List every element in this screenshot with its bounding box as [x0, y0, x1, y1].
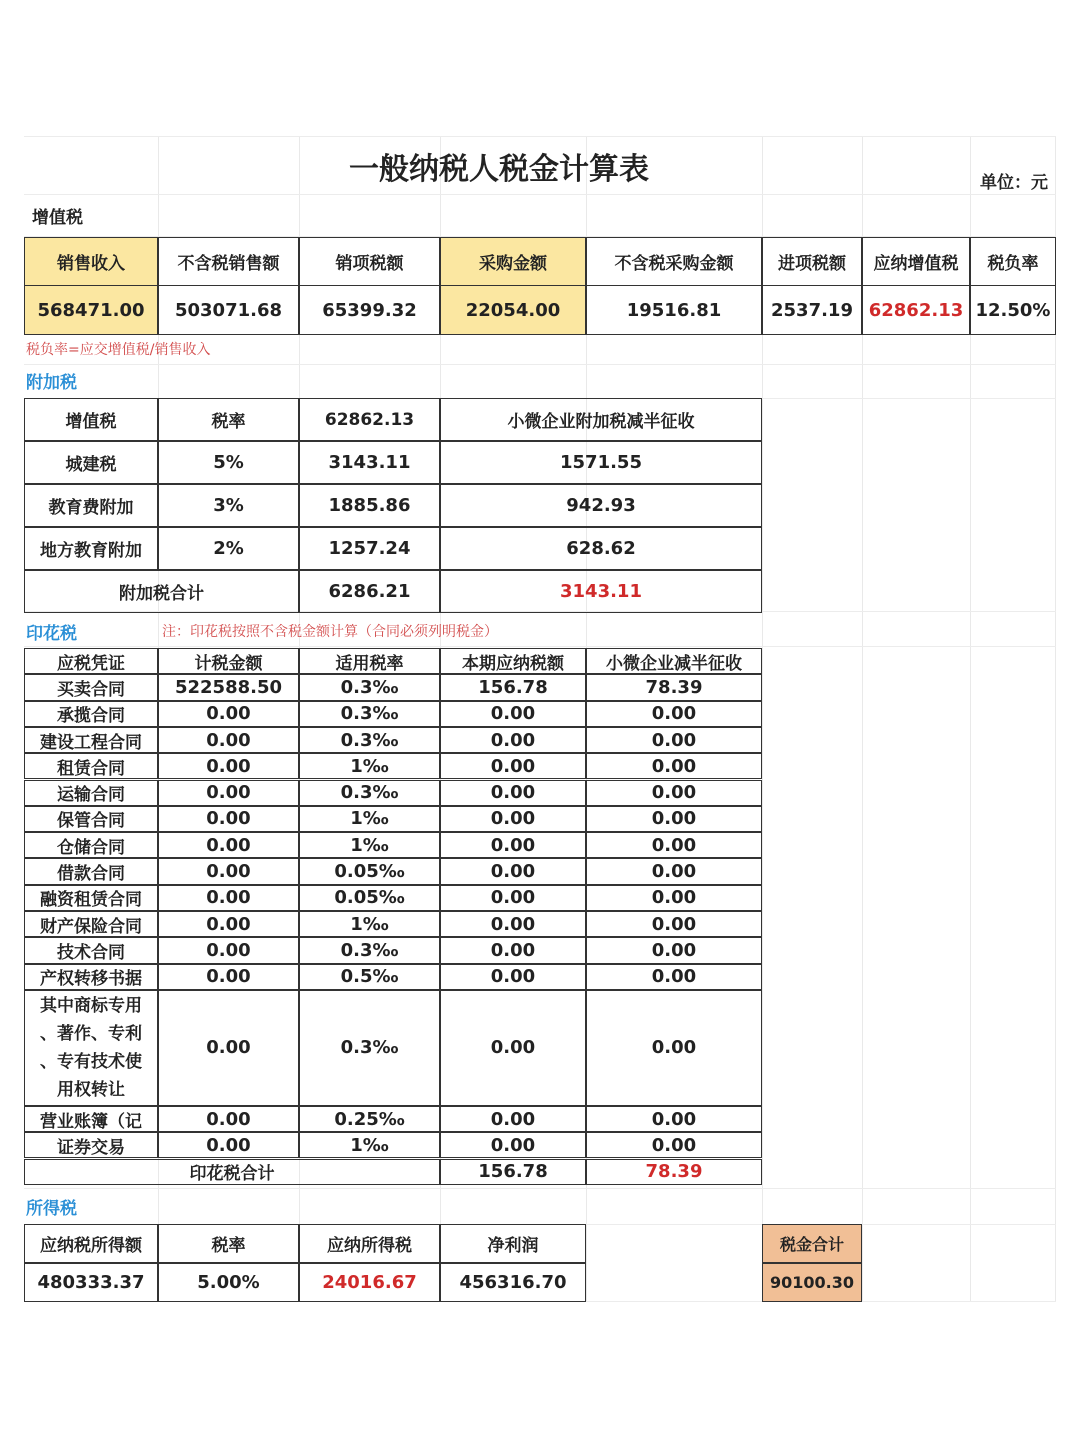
stamp-section-label: 印花税	[26, 624, 77, 644]
surtax-cell: 1885.86	[299, 484, 440, 527]
stamp-cell: 0.00	[158, 806, 299, 832]
surtax-cell: 1571.55	[440, 441, 762, 484]
stamp-cell: 0.00	[586, 911, 762, 937]
stamp-cell: 0.00	[440, 1132, 586, 1158]
vat-header-cell: 不含税销售额	[158, 237, 299, 286]
stamp-header-cell: 小微企业减半征收	[586, 648, 762, 674]
vat-header-cell: 销售收入	[24, 237, 158, 286]
stamp-header-cell: 计税金额	[158, 648, 299, 674]
vat-value-cell: 22054.00	[440, 285, 586, 335]
stamp-cell: 522588.50	[158, 674, 299, 700]
stamp-cell: 0.00	[440, 858, 586, 884]
surtax-cell: 教育费附加	[24, 484, 158, 527]
stamp-cell: 0.3‰	[299, 727, 440, 753]
stamp-total-half: 78.39	[586, 1159, 762, 1185]
stamp-cell: 运输合同	[24, 780, 158, 806]
vat-value-cell: 62862.13	[862, 285, 970, 335]
surtax-header-cell: 62862.13	[299, 398, 440, 441]
stamp-cell: 0.00	[586, 727, 762, 753]
vat-section-label: 增值税	[32, 207, 83, 228]
stamp-cell: 0.00	[440, 911, 586, 937]
income-section-label: 所得税	[26, 1199, 77, 1219]
stamp-cell: 1‰	[299, 806, 440, 832]
stamp-cell: 0.00	[158, 753, 299, 779]
stamp-total-label: 印花税合计	[24, 1159, 440, 1185]
stamp-cell: 0.00	[586, 753, 762, 779]
stamp-cell: 0.00	[158, 1106, 299, 1132]
stamp-cell: 0.00	[440, 885, 586, 911]
stamp-special-due: 0.00	[440, 990, 586, 1106]
surtax-cell: 942.93	[440, 484, 762, 527]
surtax-cell: 628.62	[440, 527, 762, 570]
stamp-cell: 1‰	[299, 832, 440, 858]
vat-header-cell: 应纳增值税	[862, 237, 970, 286]
surtax-section-label: 附加税	[26, 373, 77, 393]
stamp-cell: 0.00	[440, 832, 586, 858]
stamp-cell: 产权转移书据	[24, 964, 158, 990]
stamp-cell: 0.00	[586, 858, 762, 884]
stamp-cell: 1‰	[299, 1132, 440, 1158]
income-value-cell: 24016.67	[299, 1263, 440, 1302]
stamp-cell: 0.00	[440, 727, 586, 753]
stamp-cell: 0.00	[586, 885, 762, 911]
income-value-cell: 456316.70	[440, 1263, 586, 1302]
vat-value-cell: 19516.81	[586, 285, 762, 335]
vat-header-cell: 税负率	[970, 237, 1056, 286]
surtax-cell: 城建税	[24, 441, 158, 484]
vat-header-cell: 进项税额	[762, 237, 862, 286]
vat-header-cell: 采购金额	[440, 237, 586, 286]
stamp-cell: 建设工程合同	[24, 727, 158, 753]
stamp-cell: 保管合同	[24, 806, 158, 832]
stamp-header-cell: 适用税率	[299, 648, 440, 674]
stamp-cell: 0.00	[440, 701, 586, 727]
stamp-cell: 78.39	[586, 674, 762, 700]
stamp-cell: 0.00	[586, 832, 762, 858]
stamp-cell: 0.25‰	[299, 1106, 440, 1132]
vat-value-cell: 568471.00	[24, 285, 158, 335]
stamp-cell: 0.00	[158, 858, 299, 884]
stamp-cell: 0.00	[440, 1106, 586, 1132]
stamp-cell: 0.00	[158, 911, 299, 937]
income-value-cell: 480333.37	[24, 1263, 158, 1302]
stamp-cell: 0.00	[158, 964, 299, 990]
surtax-total-value: 6286.21	[299, 570, 440, 613]
stamp-cell: 0.00	[586, 806, 762, 832]
stamp-cell: 0.00	[440, 964, 586, 990]
stamp-cell: 0.00	[158, 780, 299, 806]
stamp-cell: 0.05‰	[299, 858, 440, 884]
stamp-cell: 0.00	[586, 1106, 762, 1132]
stamp-cell: 0.00	[440, 806, 586, 832]
stamp-cell: 技术合同	[24, 937, 158, 963]
stamp-cell: 0.3‰	[299, 937, 440, 963]
stamp-cell: 0.00	[440, 753, 586, 779]
surtax-header-cell: 税率	[158, 398, 299, 441]
income-header-cell: 应纳所得税	[299, 1224, 440, 1263]
stamp-special-rate: 0.3‰	[299, 990, 440, 1106]
income-header-cell: 净利润	[440, 1224, 586, 1263]
income-value-cell: 5.00%	[158, 1263, 299, 1302]
stamp-cell: 0.3‰	[299, 780, 440, 806]
stamp-note: 注：印花税按照不含税金额计算（合同必须列明税金）	[162, 624, 498, 640]
vat-header-cell: 销项税额	[299, 237, 440, 286]
stamp-cell: 财产保险合同	[24, 911, 158, 937]
stamp-cell: 0.00	[158, 701, 299, 727]
income-header-cell: 税率	[158, 1224, 299, 1263]
surtax-total-label: 附加税合计	[24, 570, 299, 613]
vat-value-cell: 65399.32	[299, 285, 440, 335]
stamp-cell: 0.5‰	[299, 964, 440, 990]
tax-sheet	[24, 136, 1056, 1302]
stamp-cell: 承揽合同	[24, 701, 158, 727]
tax-total-label: 税金合计	[762, 1224, 862, 1263]
stamp-cell: 0.3‰	[299, 701, 440, 727]
stamp-cell: 156.78	[440, 674, 586, 700]
stamp-header-cell: 应税凭证	[24, 648, 158, 674]
stamp-total-due: 156.78	[440, 1159, 586, 1185]
surtax-cell: 2%	[158, 527, 299, 570]
vat-value-cell: 503071.68	[158, 285, 299, 335]
surtax-cell: 5%	[158, 441, 299, 484]
stamp-cell: 1‰	[299, 753, 440, 779]
stamp-cell: 0.00	[158, 885, 299, 911]
stamp-cell: 0.00	[586, 937, 762, 963]
stamp-cell: 0.00	[440, 937, 586, 963]
stamp-cell: 0.3‰	[299, 674, 440, 700]
page-title: 一般纳税人税金计算表	[349, 152, 649, 187]
stamp-cell: 0.00	[586, 964, 762, 990]
surtax-cell: 3143.11	[299, 441, 440, 484]
stamp-cell: 0.00	[158, 727, 299, 753]
stamp-cell: 0.05‰	[299, 885, 440, 911]
stamp-cell: 营业账簿（记	[24, 1106, 158, 1132]
unit-label: 单位：元	[980, 172, 1048, 193]
vat-header-cell: 不含税采购金额	[586, 237, 762, 286]
stamp-special-amount: 0.00	[158, 990, 299, 1106]
surtax-cell: 1257.24	[299, 527, 440, 570]
stamp-cell: 证券交易	[24, 1132, 158, 1158]
vat-value-cell: 12.50%	[970, 285, 1056, 335]
stamp-cell: 融资租赁合同	[24, 885, 158, 911]
surtax-header-cell: 小微企业附加税减半征收	[440, 398, 762, 441]
stamp-cell: 借款合同	[24, 858, 158, 884]
tax-total-value: 90100.30	[762, 1263, 862, 1302]
tax-burden-note: 税负率=应交增值税/销售收入	[26, 342, 211, 358]
income-header-cell: 应纳税所得额	[24, 1224, 158, 1263]
stamp-cell: 0.00	[586, 701, 762, 727]
stamp-cell: 租赁合同	[24, 753, 158, 779]
surtax-cell: 地方教育附加	[24, 527, 158, 570]
stamp-cell: 0.00	[440, 780, 586, 806]
stamp-special-label: 其中商标专用 、著作、专利 、专有技术使 用权转让	[24, 990, 158, 1106]
stamp-cell: 0.00	[586, 780, 762, 806]
surtax-header-cell: 增值税	[24, 398, 158, 441]
surtax-cell: 3%	[158, 484, 299, 527]
stamp-cell: 仓储合同	[24, 832, 158, 858]
vat-value-cell: 2537.19	[762, 285, 862, 335]
stamp-cell: 0.00	[158, 832, 299, 858]
surtax-total-half: 3143.11	[440, 570, 762, 613]
stamp-cell: 0.00	[158, 937, 299, 963]
stamp-cell: 1‰	[299, 911, 440, 937]
stamp-cell: 0.00	[158, 1132, 299, 1158]
stamp-cell: 0.00	[586, 1132, 762, 1158]
stamp-header-cell: 本期应纳税额	[440, 648, 586, 674]
stamp-special-half: 0.00	[586, 990, 762, 1106]
stamp-cell: 买卖合同	[24, 674, 158, 700]
